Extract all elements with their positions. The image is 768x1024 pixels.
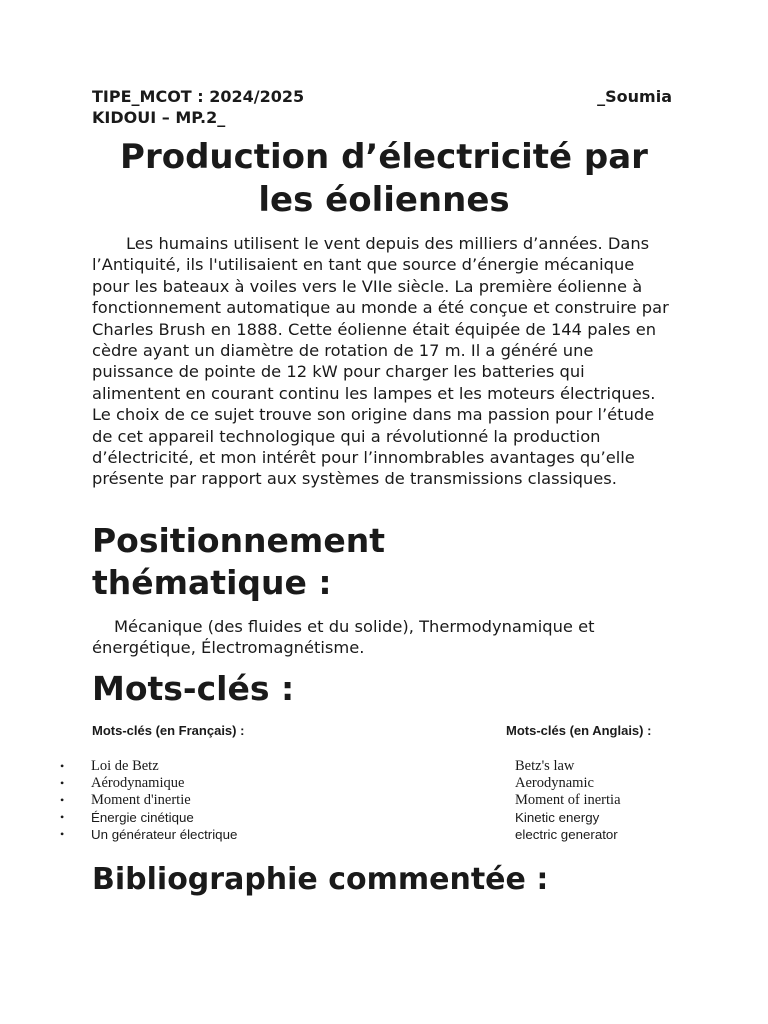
keyword-row: [52, 792, 692, 809]
keyword-english: Kinetic energy: [515, 810, 600, 825]
keyword-row: [52, 775, 692, 792]
positionnement-heading: Positionnement thématique :: [92, 521, 385, 602]
bibliographie-heading: Bibliographie commentée :: [92, 862, 549, 897]
document-title: Production d’électricité par les éoliennes: [120, 137, 648, 220]
header-line-1: TIPE_MCOT : 2024/2025: [92, 87, 305, 106]
keyword-english: Aerodynamic: [515, 775, 594, 791]
mots-cles-heading: Mots-clés :: [92, 669, 295, 708]
header-author-first-name: _Soumia: [597, 87, 672, 106]
keyword-english: Betz's law: [515, 758, 575, 774]
keyword-french: Un générateur électrique: [91, 827, 238, 842]
intro-paragraph: Les humains utilisent le vent depuis des milliers d’années. Dans l’Antiquité, ils l'utilisaient en tant que source d’énergie mécanique pour les bateaux à voiles vers le VIIe siècle. La première éolienne à fonctionnement automatique au monde a été conçue et construire par Charles Brush en 1888. Cette éolienne était équipée de 144 pales en cèdre ayant un diamètre de rotation de 17 m. Il a généré une puissance de pointe de 12 kW pour charger les batteries qui alimentent en courant continu les lampes et les moteurs électriques. Le choix de ce sujet trouve son origine dans ma passion pour l’étude de cet appareil technologique qui a révolutionné la production d’électricité, et mon intérêt pour l’innombrables avantages qu’elle présente par rapport aux systèmes de transmissions classiques.: [92, 234, 669, 489]
keyword-french: Loi de Betz: [91, 758, 159, 774]
keywords-english-heading: Mots-clés (en Anglais) :: [506, 723, 652, 738]
keyword-row: [52, 758, 692, 775]
bullet-icon: •: [60, 793, 65, 807]
document-header: [92, 86, 676, 128]
keyword-french: Aérodynamique: [91, 775, 185, 791]
header-line-2: KIDOUI – MP.2_: [92, 108, 226, 127]
bullet-icon: •: [60, 810, 65, 824]
keywords-french-heading: Mots-clés (en Français) :: [92, 723, 245, 738]
keyword-french: Moment d'inertie: [91, 792, 191, 808]
positionnement-text: Mécanique (des fluides et du solide), Thermodynamique et énergétique, Électromagnétisme.: [92, 617, 595, 658]
keyword-row: [52, 809, 692, 826]
bullet-icon: •: [60, 776, 65, 790]
keyword-french: Énergie cinétique: [91, 810, 194, 825]
keyword-english: Moment of inertia: [515, 792, 621, 808]
bullet-icon: •: [60, 827, 65, 841]
bullet-icon: •: [60, 759, 65, 773]
keyword-english: electric generator: [515, 827, 618, 842]
keyword-row: [52, 826, 692, 843]
keywords-list: [52, 758, 692, 843]
document-page: [60, 0, 676, 1024]
